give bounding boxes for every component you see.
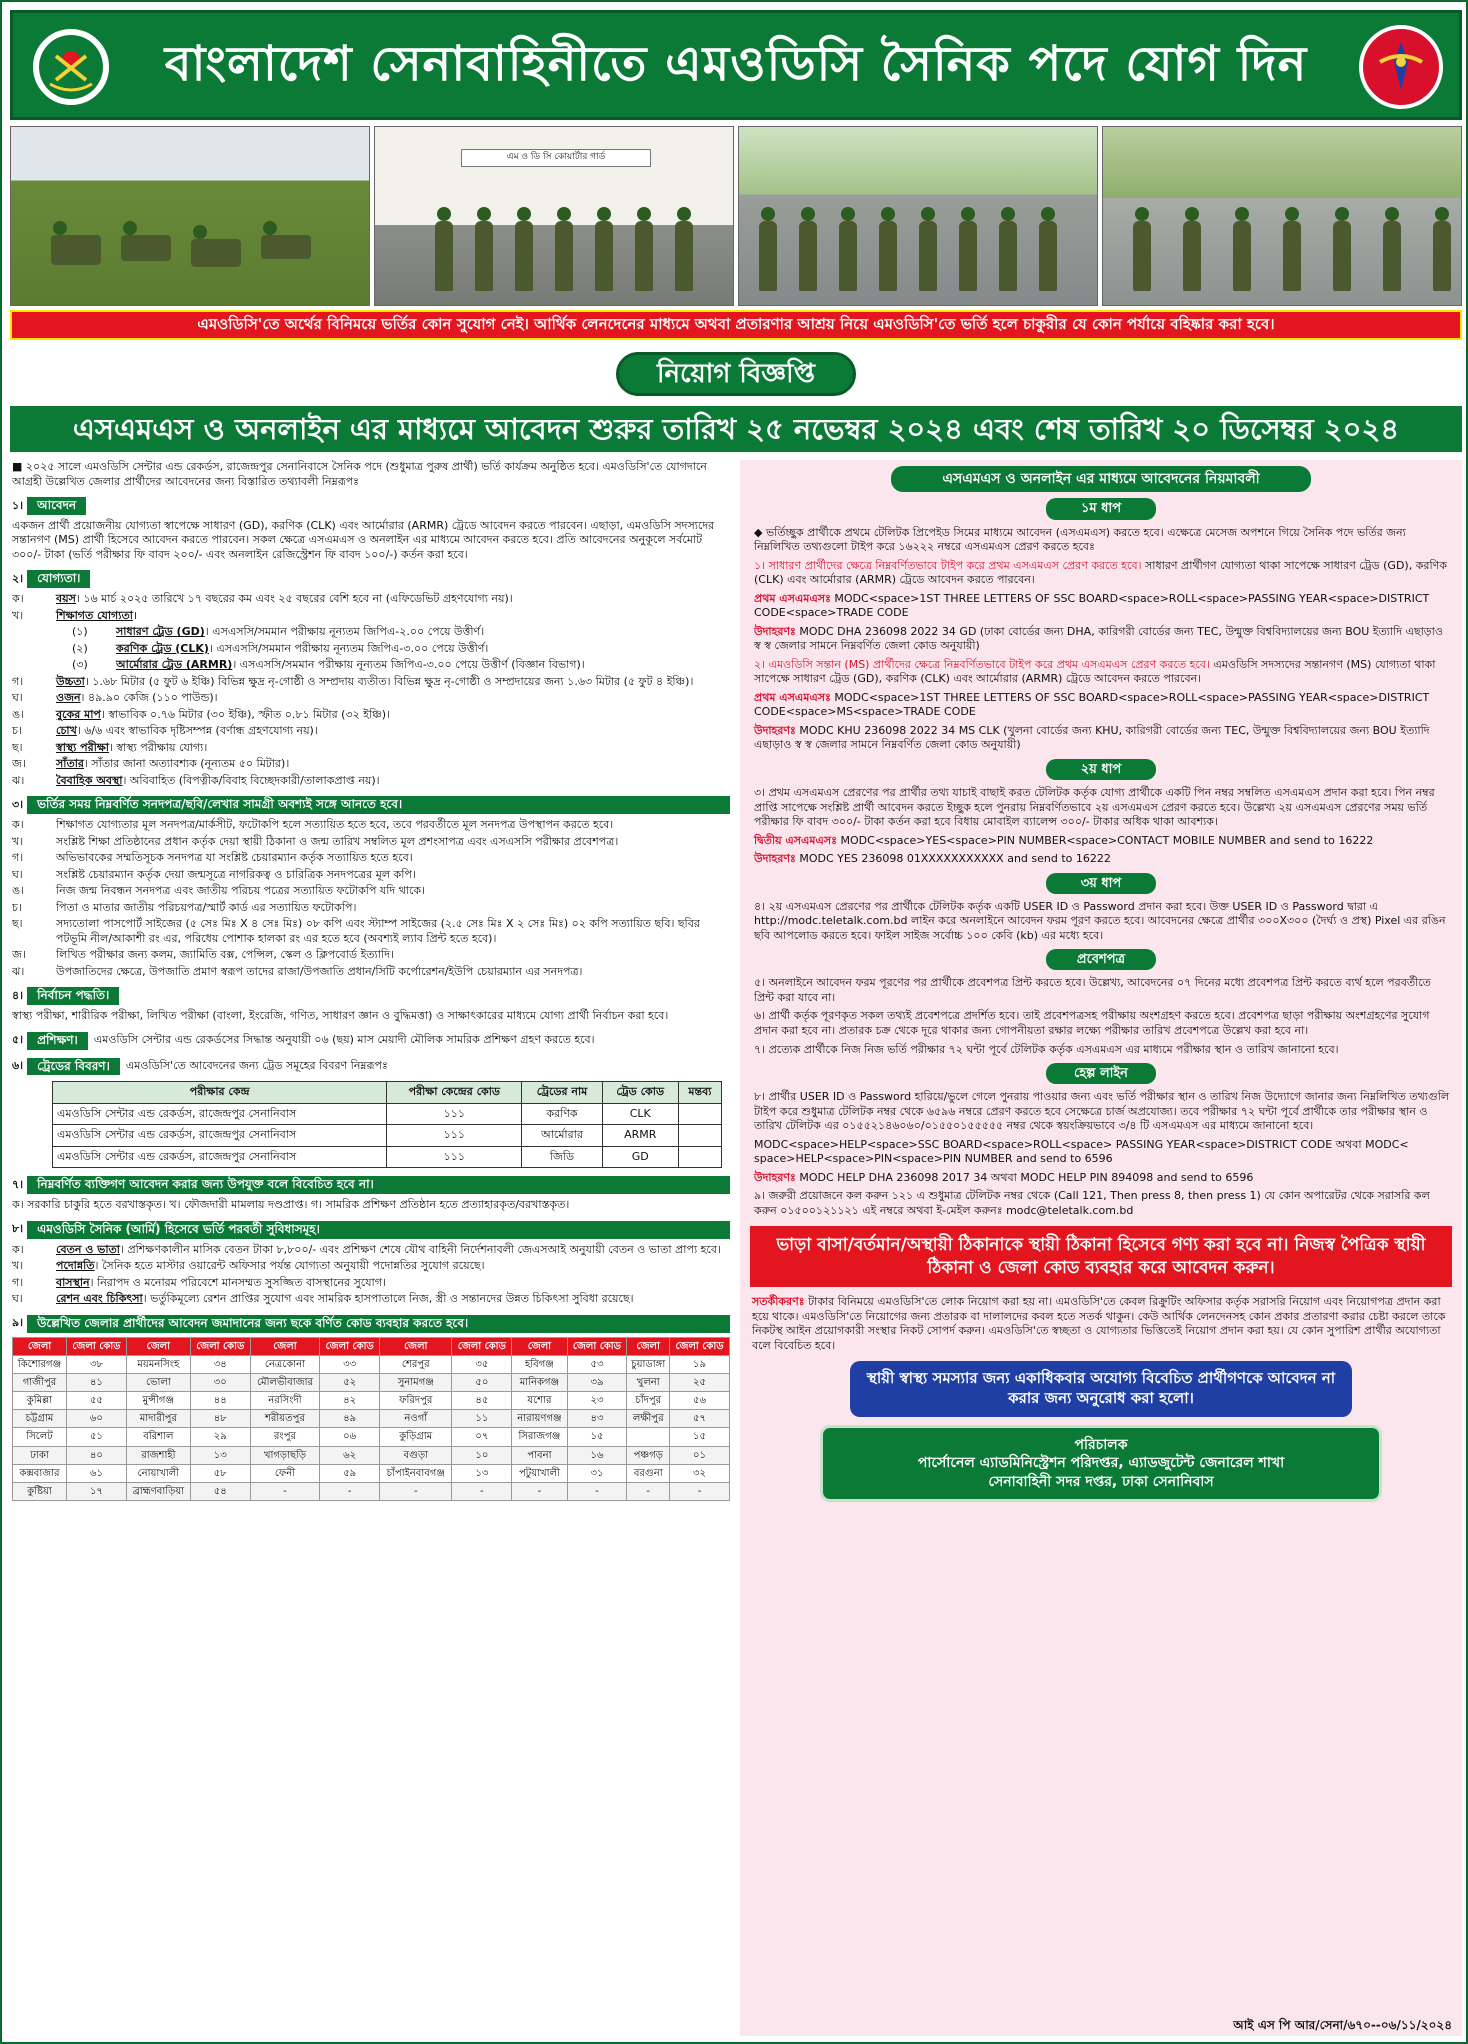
modc-emblem-icon — [1359, 25, 1443, 109]
item-value: নিজ জন্ম নিবন্ধন সনদপত্র এবং জাতীয় পরিচয় পত্রের সত্যায়িত ফটোকপি যদি থাকে। — [56, 884, 426, 898]
document-item — [12, 851, 730, 866]
education-item: খ। শিক্ষাগত যোগ্যতা। — [12, 608, 138, 622]
table-cell: ৩১ — [567, 1464, 627, 1482]
document-item — [12, 901, 730, 916]
example-1: উদাহরণঃ MODC DHA 236098 2022 34 GD (ঢাকা বোর্ডের জন্য DHA, কারিগরী বোর্ডের জন্য TEC, উন্মুক্ত বিশ্ববিদ্যালয়ের জন্য BOU ইত্যাদি এছাড়াও স্ব স্ব জেলার সামনে নিম্নবর্ণিত জেলা কোড অনুযায়ী) — [754, 624, 1443, 653]
trade-header: পরীক্ষা কেন্দ্রের কোড — [387, 1082, 522, 1104]
table-cell: পটুয়াখালী — [512, 1464, 567, 1482]
table-cell: ৩৫ — [452, 1355, 512, 1373]
item-value: ওজন। ৪৯.৯০ কেজি (১১০ পাউন্ড)। — [56, 691, 218, 705]
table-cell: সুনামগঞ্জ — [380, 1373, 452, 1391]
table-cell: ফরিদপুর — [380, 1392, 452, 1410]
item-title: বাসস্থান — [56, 1275, 90, 1289]
district-header: জেলা — [13, 1337, 67, 1355]
table-cell: ৪৫ — [452, 1392, 512, 1410]
table-cell: মৌলভীবাজার — [250, 1373, 320, 1391]
document-item — [12, 965, 730, 980]
table-cell: আর্মোরার — [522, 1125, 602, 1147]
benefit-item — [12, 1276, 730, 1291]
section-8-head: ৮। এমওডিসি সৈনিক (আর্মি) হিসেবে ভর্তি পরবর্তী সুবিধাসমূহ। — [12, 1221, 730, 1239]
table-cell — [627, 1428, 670, 1446]
table-cell: সিরাজগঞ্জ — [512, 1428, 567, 1446]
item-title: চোখ — [56, 724, 77, 738]
item-value: করণিক ট্রেড (CLK)। এসএসসি/সমমান পরীক্ষায় নূন্যতম জিপিএ-৩.০০ পেয়ে উত্তীর্ণ। — [116, 641, 489, 655]
table-cell: ৫৭ — [670, 1410, 730, 1428]
page-title: বাংলাদেশ সেনাবাহিনীতে এমওডিসি সৈনিক পদে যোগ দিন — [164, 36, 1308, 93]
table-row — [13, 1355, 730, 1373]
section-4-text: স্বাস্থ্য পরীক্ষা, শারীরিক পরীক্ষা, লিখিত পরীক্ষা (বাংলা, ইংরেজি, গণিত, সাধারণ জ্ঞান ও বুদ্ধিমত্তা) ও সাক্ষাৎকারের মাধ্যমে যোগ্য প্রার্থী নির্বাচন করা হবে। — [12, 1009, 669, 1023]
item-value: সদ্যতোলা পাসপোর্ট সাইজের (৫ সেঃ মিঃ X ৪ সেঃ মিঃ) ০৮ কপি এবং স্ট্যাম্প সাইজের (২.৫ সেঃ মিঃ X ২ সেঃ মিঃ) ০২ কপি সত্যায়িত ছবি। ছবির পটভূমি নীল/আকাশী রং এর, পরিধেয় পোশাক হালকা রং এর হতে হবে (অবশ্যই ল্যাব প্রিন্ট হতে হবে)। — [56, 917, 700, 945]
table-cell: জিডি — [522, 1146, 602, 1168]
table-cell: - — [512, 1483, 567, 1501]
table-cell: হবিগঞ্জ — [512, 1355, 567, 1373]
address-warning: ভাড়া বাসা/বর্তমান/অস্থায়ী ঠিকানাকে স্থায়ী ঠিকানা হিসেবে গণ্য করা হবে না। নিজস্ব পৈত্রিক স্থায়ী ঠিকানা ও জেলা কোড ব্যবহার করে আবেদন করুন। — [750, 1226, 1452, 1287]
district-code-table — [12, 1337, 730, 1502]
table-cell: করণিক — [522, 1103, 602, 1125]
admit-card-label: প্রবেশপত্র — [1046, 949, 1156, 970]
trade-table — [52, 1081, 722, 1168]
table-cell: ভোলা — [126, 1373, 190, 1391]
table-row — [13, 1373, 730, 1391]
table-cell: লক্ষীপুর — [627, 1410, 670, 1428]
district-header: জেলা — [512, 1337, 567, 1355]
district-header: জেলা কোড — [320, 1337, 380, 1355]
director-box: পরিচালক পার্সোনেল এ্যাডমিনিস্ট্রেশন পরিদপ্তর, এ্যাডজুটেন্ট জেনারেল শাখা সেনাবাহিনী সদর দপ্তর, ঢাকা সেনানিবাস — [820, 1425, 1382, 1502]
item-key: জ। — [12, 948, 26, 962]
table-cell: ময়মনসিংহ — [126, 1355, 190, 1373]
table-cell: বগুড়া — [380, 1446, 452, 1464]
item-value: লিখিত পরীক্ষার জন্য কলম, জ্যামিতি বক্স, পেন্সিল, স্কেল ও ক্লিপবোর্ড ইত্যাদি। — [56, 948, 394, 962]
documents-list — [12, 818, 730, 979]
section-4-head: ৪। নির্বাচন পদ্ধতি। — [12, 987, 730, 1005]
table-cell: চুয়াডাঙ্গা — [627, 1355, 670, 1373]
item-title: সাধারণ ট্রেড (GD) — [116, 625, 205, 639]
rule-p8: ৭। প্রত্যেক প্রার্থীকে নিজ নিজ ভর্তি পরীক্ষার ৭২ ঘন্টা পূর্বে টেলিটক কর্তৃক এসএমএস এর মাধ্যমে পরীক্ষার স্থান ও তারিখ জানানো হবে। — [754, 1042, 1339, 1056]
table-cell: ৫১ — [66, 1428, 126, 1446]
section-9-head: ৯। উল্লেখিত জেলার প্রার্থীদের আবেদন জমাদানের জন্য ছকে বর্ণিত কোড ব্যবহার করতে হবে। — [12, 1315, 730, 1333]
table-cell: রংপুর — [250, 1428, 320, 1446]
rules-title: এসএমএস ও অনলাইন এর মাধ্যমে আবেদনের নিয়মাবলী — [891, 466, 1311, 492]
item-value: সংশ্লিষ্ট চেয়ারম্যান কর্তৃক দেয়া জন্মসূত্রে নাগরিকত্ব ও চারিত্রিক সনদপত্রের মূল কপি। — [56, 867, 416, 881]
item-key: ঘ। — [12, 867, 23, 881]
application-date-bar: এসএমএস ও অনলাইন এর মাধ্যমে আবেদন শুরুর তারিখ ২৫ নভেম্বর ২০২৪ এবং শেষ তারিখ ২০ ডিসেম্বর ২০২৪ — [10, 406, 1462, 452]
table-cell: যশোর — [512, 1392, 567, 1410]
item-key: (১) — [72, 625, 88, 639]
table-cell: কুড়িগ্রাম — [380, 1428, 452, 1446]
table-cell: ফেনী — [250, 1464, 320, 1482]
first-sms-ms-format: প্রথম এসএমএসঃ MODC<space>1ST THREE LETTERS OF SSC BOARD<space>ROLL<space>PASSING YEAR<space>DISTRICT CODE<space>MS<space>TRADE CODE — [754, 690, 1430, 719]
district-header: জেলা কোড — [567, 1337, 627, 1355]
section-7-head: ৭। নিম্নবর্ণিত ব্যক্তিগণ আবেদন করার জন্য উপযুক্ত বলে বিবেচিত হবে না। — [12, 1176, 730, 1194]
table-cell: ঢাকা — [13, 1446, 67, 1464]
rule-p9: ৮। প্রার্থীর USER ID ও Password হারিয়ে/ভুলে গেলে পুনরায় পাওয়ার জন্য এবং ভর্তি পরীক্ষার স্থান ও তারিখ নিজ উদ্যোগে জানার জন্য নিম্নলিখিত তথ্যগুলি টাইপ করে শুধুমাত্র টেলিটক নম্বর থেকে ৬৫৯৬ নম্বরে প্রেরণ করতে হবে সেক্ষেত্রে চার্জ অপ্রযোজ্য। তবে পরীক্ষার ৭২ ঘন্টা পূর্বে প্রার্থীকে তার পরীক্ষার স্থান ও তারিখ টেলিটক এর ০১৫৫২১৪৬০৬০/০১৫৫০১৫৫৫৫৫ নম্বর থেকে স্বয়ংক্রিয়ভাবে ৩/৪ টি এসএমএস এর মাধ্যমে জানানো হবে। — [754, 1090, 1450, 1133]
rule-p7: ৬। প্রার্থী কর্তৃক পূরণকৃত সকল তথ্যই প্রবেশপত্রে প্রদর্শিত হবে। তাই প্রবেশপত্রসহ পরীক্ষায় অংশগ্রহণ করতে হবে। প্রবেশপত্র ছাড়া পরীক্ষায় অংশগ্রহণের সুযোগ প্রদান করা হবে না। প্রতারক চক্র থেকে দূরে থাকার জন্য গোপনীয়তা রক্ষার লক্ষ্যে পরীক্ষার তারিখ প্রবেশপত্রে উল্লেখ করা হবে না। — [754, 1009, 1430, 1037]
item-key: ঘ। — [12, 1292, 23, 1306]
table-cell: ৫৪ — [190, 1483, 250, 1501]
item-value: সংশ্লিষ্ট শিক্ষা প্রতিষ্ঠানের প্রধান কর্তৃক দেয়া স্থায়ী ঠিকানা ও জন্ম তারিখ সম্বলিত মূল প্রশংসাপত্র এবং এসএসসি পরীক্ষার প্রবেশপত্র। — [56, 834, 619, 848]
table-cell: - — [380, 1483, 452, 1501]
parade-photo — [738, 126, 1098, 306]
item-key: চ। — [12, 900, 22, 914]
item-key: ঝ। — [12, 964, 25, 978]
rule-p1: ◆ ভর্তিচ্ছুক প্রার্থীকে প্রথমে টেলিটক প্রিপেইড সিমের মাধ্যমে আবেদন (এসএমএস) করতে হবে। এক্ষেত্রে মেসেজ অপশনে গিয়ে সৈনিক পদে ভর্তির জন্য নিম্নলিখিত তথ্যগুলো টাইপ করে ১৬২২২ নম্বরে এসএমএস প্রেরণ করতে হবেঃ — [754, 525, 1406, 554]
table-cell: কিশোরগঞ্জ — [13, 1355, 67, 1373]
item-key: গ। — [12, 1275, 24, 1289]
notice-title: নিয়োগ বিজ্ঞপ্তি — [616, 352, 856, 396]
eligibility-item — [12, 708, 730, 723]
help-sms-format: MODC<space>HELP<space>SSC BOARD<space>ROLL<space> PASSING YEAR<space>DISTRICT CODE অথবা MODC< space>HELP<space>PIN<space>PIN NUMBER and send to 6596 — [754, 1137, 1409, 1166]
left-column — [12, 460, 730, 2036]
district-header: জেলা — [380, 1337, 452, 1355]
trade-header: মন্তব্য — [678, 1082, 721, 1104]
item-title: উচ্চতা — [56, 674, 85, 688]
example-3: উদাহরণঃ MODC YES 236098 01XXXXXXXXXXX and send to 16222 — [754, 852, 1111, 866]
item-value: পিতা ও মাতার জাতীয় পরিচয়পত্র/স্মার্ট কার্ড এর সত্যায়িত ফটোকপি। — [56, 900, 357, 914]
table-cell: ৪২ — [320, 1392, 380, 1410]
table-cell: ব্রাহ্মণবাড়িয়া — [126, 1483, 190, 1501]
table-cell: ৫৬ — [670, 1392, 730, 1410]
step-1-label: ১ম ধাপ — [1046, 498, 1156, 519]
item-value: চোখ। ৬/৬ এবং স্বাভাবিক দৃষ্টিসম্পন্ন (বর্ণান্ধ গ্রহণযোগ্য নয়)। — [56, 724, 318, 738]
trade-header: ট্রেড কোড — [602, 1082, 678, 1104]
district-header: জেলা কোড — [66, 1337, 126, 1355]
table-cell: ০১ — [670, 1446, 730, 1464]
table-cell: ২৫ — [670, 1373, 730, 1391]
item-key: (২) — [72, 641, 88, 655]
item-key: (৩) — [72, 658, 88, 672]
table-row — [13, 1464, 730, 1482]
rule-p5: ৪। ২য় এসএমএস প্রেরণের পর প্রার্থীকে টেলিটক কর্তৃক একটি USER ID ও Password প্রদান করা হবে। উক্ত USER ID ও Password দ্বারা এ http://modc.teletalk.com.bd লাইন করে অনলাইনে আবেদন ফরম পূরণ করতে হবে। আবেদনের ক্ষেত্রে প্রার্থীর ৩০০X৩০০ (দৈর্ঘ্য ও প্রস্থ) Pixel এর রঙিন ছবি আপলোড করতে হবে। ফাইল সাইজ সর্বোচ্চ ১০০ কেবি (kb) এর মধ্যে হবে। — [754, 899, 1446, 942]
education-requirement — [72, 642, 730, 657]
item-value: বেতন ও ভাতা। প্রশিক্ষণকালীন মাসিক বেতন টাকা ৮,৮০০/- এবং প্রশিক্ষণ শেষে যৌথ বাহিনী নির্দেশনাবলী জেএসআই অনুযায়ী বেতন ও ভাতা প্রাপ্য হবে। — [56, 1242, 721, 1256]
quarter-guard-sign: এম ও ডি সি কোয়ার্টার গার্ড — [461, 149, 651, 167]
table-cell: ১৬ — [567, 1446, 627, 1464]
physical-list — [12, 675, 730, 789]
table-cell: মুন্সীগঞ্জ — [126, 1392, 190, 1410]
document-item — [12, 948, 730, 963]
table-cell: এমওডিসি সেন্টার এন্ড রেকর্ডস, রাজেন্দ্রপুর সেনানিবাস — [53, 1103, 387, 1125]
item-title: বৈবাহিক অবস্থা — [56, 773, 123, 787]
item-title: ওজন — [56, 691, 81, 705]
district-header: জেলা কোড — [190, 1337, 250, 1355]
document-item — [12, 835, 730, 850]
eligibility-item — [12, 741, 730, 756]
item-title: রেশন এবং চিকিৎসা — [56, 1292, 143, 1306]
table-cell: এমওডিসি সেন্টার এন্ড রেকর্ডস, রাজেন্দ্রপুর সেনানিবাস — [53, 1146, 387, 1168]
table-cell: ১১১ — [387, 1103, 522, 1125]
rule-p10: ৯। জরুরী প্রয়োজনে কল করুন ১২১ এ শুধুমাত্র টেলিটক নম্বর থেকে (Call 121, Then press 8, then press 1) যে কোন অপারেটর থেকে সরাসরি কল করুন ০১৫০০১২১১২১ এই নম্বরে অথবা ই-মেইল করুনঃ modc@teletalk.com.bd — [754, 1189, 1430, 1217]
table-cell: ৬০ — [66, 1410, 126, 1428]
item-key: জ। — [12, 757, 26, 771]
table-cell: ১১১ — [387, 1146, 522, 1168]
example-2: উদাহরণঃ MODC KHU 236098 2022 34 MS CLK (খুলনা বোর্ডের জন্য KHU, কারিগরী বোর্ডের জন্য TEC, উন্মুক্ত বিশ্ববিদ্যালয়ের জন্য BOU ইত্যাদি এছাড়াও স্ব স্ব জেলার সামনে নিম্নবর্ণিত জেলা কোড অনুযায়ী) — [754, 723, 1430, 752]
item-title: স্বাস্থ্য পরীক্ষা — [56, 740, 109, 754]
district-header: জেলা কোড — [670, 1337, 730, 1355]
table-cell: ৩৮ — [66, 1355, 126, 1373]
item-value: বৈবাহিক অবস্থা। অবিবাহিত (বিপত্নীক/বিবাহ বিচ্ছেদকারী/তালাকপ্রাপ্ত নয়)। — [56, 773, 380, 787]
right-column — [740, 460, 1462, 2036]
item-value: সাধারণ ট্রেড (GD)। এসএসসি/সমমান পরীক্ষায় নূন্যতম জিপিএ-২.০০ পেয়ে উত্তীর্ণ। — [116, 625, 485, 639]
table-cell: নোয়াখালী — [126, 1464, 190, 1482]
table-cell: ১৩ — [452, 1464, 512, 1482]
health-note: স্থায়ী স্বাস্থ্য সমস্যার জন্য একাধিকবার অযোগ্য বিবেচিত প্রার্থীগণকে আবেদন না করার জন্য অনুরোধ করা হলো। — [850, 1361, 1352, 1417]
table-cell: নেত্রকোনা — [250, 1355, 320, 1373]
item-value: আর্মোরার ট্রেড (ARMR)। এসএসসি/সমমান পরীক্ষায় নূন্যতম জিপিএ-৩.০০ পেয়ে উত্তীর্ণ (বিজ্ঞান বিভাগ)। — [116, 658, 585, 672]
table-cell: মাদারীপুর — [126, 1410, 190, 1428]
table-cell: বরিশাল — [126, 1428, 190, 1446]
item-title: পদোন্নতি — [56, 1259, 95, 1273]
table-cell: নারায়ণগঞ্জ — [512, 1410, 567, 1428]
table-cell: চাঁদপুর — [627, 1392, 670, 1410]
rule-p3: ২। এমওডিসি সন্তান (MS) প্রার্থীদের ক্ষেত্রে নিম্নবর্ণিতভাবে টাইপ করে প্রথম এসএমএস প্রেরণ করতে হবে। এমওডিসি সদস্যদের সন্তানগণ (MS) যোগ্যতা থাকা সাপেক্ষে সাধারণ ট্রেড (GD), করণিক (CLK) এবং আর্মোরার (ARMR) ট্রেডে আবেদন করতে পারবেন। — [754, 657, 1436, 686]
document-item — [12, 868, 730, 883]
table-cell: গাজীপুর — [13, 1373, 67, 1391]
section-2-head: ২। যোগ্যতা। — [12, 570, 730, 588]
step-2-label: ২য় ধাপ — [1046, 759, 1156, 780]
table-cell: ৩৩ — [320, 1355, 380, 1373]
table-row — [13, 1428, 730, 1446]
table-cell: ৪৯ — [320, 1410, 380, 1428]
item-value: উপজাতিদের ক্ষেত্রে, উপজাতি প্রমাণ স্বরূপ তাদের রাজা/উপজাতি প্রধান/সিটি কর্পোরেশন/ইউপি চেয়ারম্যান এর সনদপত্র। — [56, 964, 583, 978]
item-key: খ। — [12, 1259, 24, 1273]
section-3-head: ৩। ভর্তির সময় নিম্নবর্ণিত সনদপত্র/ছবি/লেখার সামগ্রী অবশ্যই সঙ্গে আনতে হবে। — [12, 796, 730, 814]
table-cell: মানিকগঞ্জ — [512, 1373, 567, 1391]
caution-text: সতর্কীকরণঃ টাকার বিনিময়ে এমওডিসি'তে লোক নিয়োগ করা হয় না। এমওডিসি'তে কেবল রিক্রুটিং অফিসার কর্তৃক সরাসরি নিয়োগ এবং নিয়োগপত্র প্রদান করা হয়ে থাকে। এমওডিসি'তে নিয়োগের জন্য প্রতারক বা দালালদের কবল হতে সতর্ক থাকুন। কেউ আর্থিক লেনদেনসহ কোন প্রকার প্রতারণা করার চেষ্টা করলে তাকে নিকটস্থ আইন প্রয়োগকারী সংস্থার নিকট সোপর্দ করুন। এমওডিসি'তে স্বচ্ছতা ও যোগ্যতার ভিত্তিতেই নিয়োগ প্রদান করা হয়। যে কোন সুপারিশ প্রার্থীর অযোগ্যতা বলে বিবেচিত হবে। — [752, 1295, 1446, 1352]
item-key: ঘ। — [12, 691, 23, 705]
table-cell: সিলেট — [13, 1428, 67, 1446]
table-cell: শেরপুর — [380, 1355, 452, 1373]
table-cell: ৩৯ — [567, 1373, 627, 1391]
item-title: আর্মোরার ট্রেড (ARMR) — [116, 658, 233, 672]
table-row — [13, 1446, 730, 1464]
item-key: চ। — [12, 724, 22, 738]
table-cell: কুষ্টিয়া — [13, 1483, 67, 1501]
benefit-item — [12, 1259, 730, 1274]
table-cell: ৩০ — [190, 1373, 250, 1391]
table-cell: ৩৪ — [190, 1355, 250, 1373]
district-header: জেলা — [250, 1337, 320, 1355]
item-value: বাসস্থান। নিরাপদ ও মনোরম পরিবেশে মানসম্মত সুসজ্জিত বাসস্থানের সুযোগ। — [56, 1275, 386, 1289]
item-key: ছ। — [12, 917, 23, 931]
rule-p4: ৩। প্রথম এসএমএস প্রেরণের পর প্রার্থীর তথ্য যাচাই বাছাই করত টেলিটক কর্তৃক যোগ্য প্রার্থীকে একটি পিন নম্বর সম্বলিত এসএমএস প্রদান করা হবে। পিন নম্বর প্রাপ্তি সাপেক্ষে সংশ্লিষ্ট প্রার্থী আবেদন করতে ইচ্ছুক হলে পুনরায় নিম্নবর্ণিতভাবে ২য় এসএমএস প্রেরণ করতে হবে। উল্লেখ্য ২য় এসএমএস প্রেরণের সময় ভর্তি পরীক্ষার ফি বাবদ ৩০০/- টাকা কর্তন করা হবে বিধায় মোবাইল ব্যালেন্স ৩০০/- টাকার অধিক থাকা আবশ্যক। — [754, 786, 1435, 829]
table-cell: ৫০ — [452, 1373, 512, 1391]
table-cell: CLK — [602, 1103, 678, 1125]
table-cell: ৫৩ — [567, 1355, 627, 1373]
item-title: বেতন ও ভাতা — [56, 1242, 120, 1256]
table-cell — [678, 1146, 721, 1168]
table-cell: ১০ — [452, 1446, 512, 1464]
table-row — [53, 1125, 722, 1147]
table-cell: ৪০ — [66, 1446, 126, 1464]
item-key: খ। — [12, 834, 24, 848]
document-item — [12, 917, 730, 946]
table-cell: ৪৪ — [190, 1392, 250, 1410]
section-6-head: ৬। ট্রেডের বিবরণ। এমওডিসি'তে আবেদনের জন্য ট্রেড সমূহের বিবরণ নিম্নরূপঃ — [12, 1058, 730, 1076]
item-value: অভিভাবকের সম্মতিসূচক সনদপত্র যা সংশ্লিষ্ট চেয়ারম্যান কর্তৃক সত্যায়িত হতে হবে। — [56, 851, 413, 865]
eligibility-item — [12, 675, 730, 690]
table-cell — [678, 1103, 721, 1125]
table-cell: ৬১ — [66, 1464, 126, 1482]
item-key: ঝ। — [12, 773, 25, 787]
item-key: গ। — [12, 674, 24, 688]
table-cell: ০৭ — [452, 1428, 512, 1446]
table-cell: - — [250, 1483, 320, 1501]
table-cell: ১৯ — [670, 1355, 730, 1373]
table-cell: ৪৩ — [567, 1410, 627, 1428]
item-title: সাঁতার — [56, 757, 84, 771]
example-4: উদাহরণঃ MODC HELP DHA 236098 2017 34 অথবা MODC HELP PIN 894098 and send to 6596 — [754, 1170, 1254, 1184]
section-5-head: ৫। প্রশিক্ষণ। এমওডিসি সেন্টার এন্ড রেকর্ডসের সিদ্ধান্ত অনুযায়ী ০৬ (ছয়) মাস মেয়াদী মৌলিক সামরিক প্রশিক্ষণ গ্রহণ করতে হবে। — [12, 1032, 730, 1050]
table-cell: ৩২ — [670, 1464, 730, 1482]
table-cell: - — [627, 1483, 670, 1501]
table-cell: ১১১ — [387, 1125, 522, 1147]
table-cell: ৫২ — [320, 1373, 380, 1391]
table-cell: ২৩ — [567, 1392, 627, 1410]
table-cell: ৫৮ — [190, 1464, 250, 1482]
trade-header: পরীক্ষার কেন্দ্র — [53, 1082, 387, 1104]
benefits-list — [12, 1243, 730, 1307]
first-sms-format: প্রথম এসএমএসঃ MODC<space>1ST THREE LETTERS OF SSC BOARD<space>ROLL<space>PASSING YEAR<space>DISTRICT CODE<space>TRADE CODE — [754, 591, 1430, 620]
education-requirement — [72, 625, 730, 640]
table-cell: এমওডিসি সেন্টার এন্ড রেকর্ডস, রাজেন্দ্রপুর সেনানিবাস — [53, 1125, 387, 1147]
section-1-text: একজন প্রার্থী প্রয়োজনীয় যোগ্যতা স্বাপেক্ষে সাধারণ (GD), করণিক (CLK) এবং আর্মোরার (ARMR) ট্রেডে আবেদন করতে পারবেন। এছাড়া, এমওডিসি সদস্যদের সন্তানগণ (MS) প্রার্থী হিসেবে আবেদন করতে পারবেন। সকল ক্ষেত্রে এসএমএস ও অনলাইন এর মাধ্যমে আবেদন করতে হবে। প্রতি আবেদনের অনুকূলে সর্বমোট ৩০০/- টাকা (ভর্তি পরীক্ষার ফি বাবদ ২০০/- এবং অনলাইন রেজিস্ট্রেশন ফি বাবদ ১০০/-) কর্তন করা হবে। — [12, 518, 715, 561]
item-key: ঙ। — [12, 884, 25, 898]
table-cell: চাঁপাইনবাবগঞ্জ — [380, 1464, 452, 1482]
item-value: স্বাস্থ্য পরীক্ষা। স্বাস্থ্য পরীক্ষায় যোগ্য। — [56, 740, 208, 754]
item-title: বুকের মাপ — [56, 707, 101, 721]
table-cell: শরীয়তপুর — [250, 1410, 320, 1428]
table-cell: পঞ্চগড় — [627, 1446, 670, 1464]
table-row — [13, 1392, 730, 1410]
section-1-head: ১। আবেদন — [12, 497, 730, 515]
item-key: ক। — [12, 818, 24, 832]
table-cell: - — [567, 1483, 627, 1501]
document-item — [12, 818, 730, 833]
table-row — [53, 1146, 722, 1168]
table-cell: - — [452, 1483, 512, 1501]
table-cell: - — [670, 1483, 730, 1501]
table-cell: ১৫ — [670, 1428, 730, 1446]
table-row — [13, 1410, 730, 1428]
army-emblem-icon — [29, 25, 113, 109]
table-cell: ৫৯ — [320, 1464, 380, 1482]
table-cell: ৪৮ — [190, 1410, 250, 1428]
item-key: ঙ। — [12, 707, 25, 721]
item-value: শিক্ষাগত যোগ্যতার মূল সনদপত্র/মার্কসীট, ফটোকপি হলে সত্যায়িত হতে হবে, তবে পরবর্তীতে মূল সনদপত্র উপস্থাপন করতে হবে। — [56, 818, 614, 832]
table-cell: খুলনা — [627, 1373, 670, 1391]
table-cell: ৫৫ — [66, 1392, 126, 1410]
item-title: করণিক ট্রেড (CLK) — [116, 641, 209, 655]
district-header: জেলা — [627, 1337, 670, 1355]
reference-number: আই এস পি আর/সেনা/৬৭০--০৬/১১/২০২৪ — [1233, 2018, 1452, 2033]
salute-photo — [1102, 126, 1462, 306]
table-cell: রাজশাহী — [126, 1446, 190, 1464]
education-list — [12, 625, 730, 673]
training-photo — [10, 126, 370, 306]
education-requirement — [72, 658, 730, 673]
item-value: রেশন এবং চিকিৎসা। ভর্তুকিমূল্যে রেশন প্রাপ্তির সুযোগ এবং সামরিক হাসপাতালে নিজ, স্ত্রী ও সন্তানদের উন্নত চিকিৎসা সুবিধা রয়েছে। — [56, 1292, 634, 1306]
item-key: গ। — [12, 851, 24, 865]
item-value: পদোন্নতি। সৈনিক হতে মাস্টার ওয়ারেন্ট অফিসার পর্যন্ত যোগ্যতা অনুযায়ী পদোন্নতির সুযোগ রয়েছে। — [56, 1259, 485, 1273]
photo-strip — [10, 126, 1462, 306]
table-cell: ২৯ — [190, 1428, 250, 1446]
benefit-item — [12, 1292, 730, 1307]
quarter-guard-photo — [374, 126, 734, 306]
table-row — [13, 1483, 730, 1501]
section-7-text: ক। সরকারি চাকুরি হতে বরখাস্তকৃত। খ। ফৌজদারী মামলায় দণ্ডপ্রাপ্ত। গ। সামরিক প্রশিক্ষণ প্রতিষ্ঠান হতে প্রত্যাহারকৃত/বরখাস্তকৃত। — [12, 1198, 570, 1212]
table-cell: বরগুনা — [627, 1464, 670, 1482]
table-cell: ১৫ — [567, 1428, 627, 1446]
table-cell: পাবনা — [512, 1446, 567, 1464]
eligibility-item — [12, 757, 730, 772]
eligibility-item — [12, 691, 730, 706]
table-cell: ১৩ — [190, 1446, 250, 1464]
benefit-item — [12, 1243, 730, 1258]
item-value: বুকের মাপ। স্বাভাবিক ০.৭৬ মিটার (৩০ ইঞ্চি), স্ফীত ০.৮১ মিটার (৩২ ইঞ্চি)। — [56, 707, 390, 721]
table-cell: নওগাঁ — [380, 1410, 452, 1428]
helpline-label: হেল্প লাইন — [1046, 1063, 1156, 1084]
table-cell: ৬২ — [320, 1446, 380, 1464]
table-cell: GD — [602, 1146, 678, 1168]
rule-p6: ৫। অনলাইনে আবেদন ফরম পূরণের পর প্রার্থীকে প্রবেশপত্র প্রিন্ট করতে হবে। উল্লেখ্য, আবেদনের ০৭ দিনের মধ্যে প্রবেশপত্র প্রিন্ট করতে ব্যর্থ হলে পরবর্তীতে প্রিন্ট করা যাবে না। — [754, 976, 1431, 1004]
district-header: জেলা কোড — [452, 1337, 512, 1355]
second-sms-format: দ্বিতীয় এসএমএসঃ MODC<space>YES<space>PIN NUMBER<space>CONTACT MOBILE NUMBER and send to 16222 — [754, 833, 1374, 847]
table-cell: চট্টগ্রাম — [13, 1410, 67, 1428]
title-banner — [10, 10, 1462, 120]
table-cell: ১৭ — [66, 1483, 126, 1501]
item-key: ক। — [12, 1242, 24, 1256]
table-cell: ০৬ — [320, 1428, 380, 1446]
table-cell: ARMR — [602, 1125, 678, 1147]
fraud-warning: এমওডিসি'তে অর্থের বিনিময়ে ভর্তির কোন সুযোগ নেই। আর্থিক লেনদেনের মাধ্যমে অথবা প্রতারণার আশ্রয় নিয়ে এমওডিসি'তে ভর্তি হলে চাকুরীর যে কোন পর্যায়ে বহিষ্কার করা হবে। — [10, 310, 1462, 340]
table-cell: কুমিল্লা — [13, 1392, 67, 1410]
rule-p2: ১। সাধারণ প্রার্থীদের ক্ষেত্রে নিম্নবর্ণিতভাবে টাইপ করে প্রথম এসএমএস প্রেরণ করতে হবে। সাধারণ প্রার্থীগণ যোগ্যতা থাকা সাপেক্ষে সাধারণ ট্রেড (GD), করণিক (CLK) এবং আর্মোরার (ARMR) ট্রেডে আবেদন করতে পারবেন। — [754, 558, 1447, 587]
item-key: ছ। — [12, 740, 23, 754]
age-item: ক। বয়স। ১৬ মার্চ ২০২৫ তারিখে ১৭ বছরের কম এবং ২৫ বছরের বেশি হবে না (এফিডেভিট গ্রহণযোগ্য নয়)। — [12, 592, 513, 606]
table-cell: - — [320, 1483, 380, 1501]
document-item — [12, 884, 730, 899]
table-row — [53, 1103, 722, 1125]
item-value: সাঁতার। সাঁতার জানা অত্যাবশ্যক (নূন্যতম ৫০ মিটার)। — [56, 757, 290, 771]
district-header: জেলা — [126, 1337, 190, 1355]
table-cell: খাগড়াছড়ি — [250, 1446, 320, 1464]
eligibility-item — [12, 774, 730, 789]
item-value: উচ্চতা। ১.৬৮ মিটার (৫ ফুট ৬ ইঞ্চি) বিভিন্ন ক্ষুদ্র নৃ-গোষ্ঠী ও সম্প্রদায় ব্যতীত। বিভিন্ন ক্ষুদ্র নৃ-গোষ্ঠী ও সম্প্রদায়ের জন্য ১.৬৩ মিটার (৫ ফুট ৪ ইঞ্চি)। — [56, 674, 694, 688]
table-cell: নরসিংদী — [250, 1392, 320, 1410]
intro-text: ■ ২০২৫ সালে এমওডিসি সেন্টার এন্ড রেকর্ডস, রাজেন্দ্রপুর সেনানিবাসে সৈনিক পদে (শুধুমাত্র পুরুষ প্রার্থী) ভর্তি কার্যক্রম অনুষ্ঠিত হবে। এমওডিসি'তে যোগদানে আগ্রহী উল্লেখিত জেলার প্রার্থীদের আবেদনের জন্য বিস্তারিত তথ্যাবলী নিম্নরূপঃ — [12, 460, 707, 488]
step-3-label: ৩য় ধাপ — [1046, 873, 1156, 894]
table-cell — [678, 1125, 721, 1147]
table-cell: ৪১ — [66, 1373, 126, 1391]
table-cell: ১১ — [452, 1410, 512, 1428]
table-cell: কক্সবাজার — [13, 1464, 67, 1482]
trade-header: ট্রেডের নাম — [522, 1082, 602, 1104]
eligibility-item — [12, 724, 730, 739]
